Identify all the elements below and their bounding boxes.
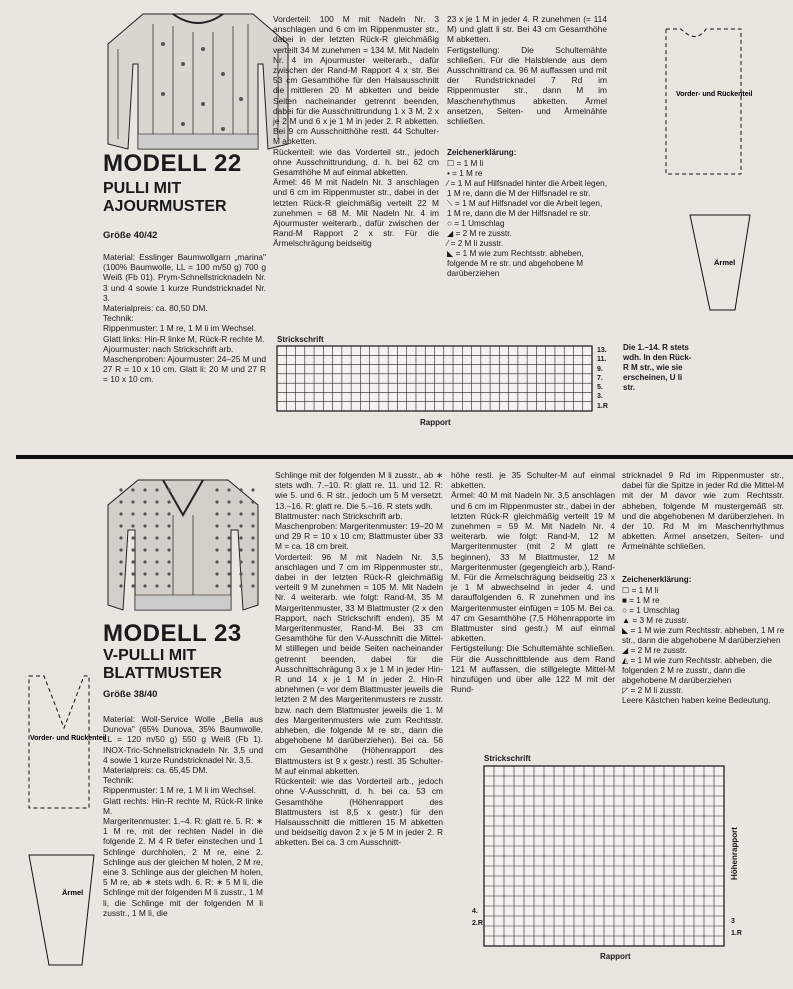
pattern-dot — [239, 572, 242, 575]
pattern-dot — [251, 488, 254, 491]
legend-item: ◭ = 1 M wie zum Rechtsstr. abheben, die folgenden 2 M re zusstr., dann die abgehobene M darüberziehen — [622, 656, 772, 685]
pattern-dot — [239, 560, 242, 563]
pattern-dot — [143, 536, 146, 539]
pattern-dot — [131, 500, 134, 503]
model-22-title: MODELL 22 — [103, 150, 242, 177]
pattern-dot — [155, 536, 158, 539]
model-23-subtitle-2: BLATTMUSTER — [103, 665, 222, 682]
legend-item: ☐ = 1 M li — [447, 159, 484, 168]
legend-item: ○ = 1 Umschlag — [622, 606, 680, 615]
k2tog-icon: ◢ — [447, 229, 456, 238]
legend-item: ◢ = 2 M re zusstr. — [447, 229, 512, 238]
pattern-dot — [167, 524, 170, 527]
pattern-dot — [215, 548, 218, 551]
sweater-illustration-22 — [103, 4, 293, 154]
legend-item: ◸ = 2 M li zusstr. — [622, 686, 684, 695]
yarn-over-icon: ○ — [622, 606, 630, 615]
pattern-dot — [251, 560, 254, 563]
legend-item: • = 1 M re — [447, 169, 483, 178]
pattern-dot — [167, 584, 170, 587]
pattern-dot — [155, 584, 158, 587]
model-22-chart-note: Die 1.–14. R stets wdh. In den Rück-R M str., wie sie erscheinen, U li str. — [623, 343, 692, 392]
pattern-dot — [227, 488, 230, 491]
svg-text:Ärmel: Ärmel — [62, 888, 84, 897]
pattern-dot — [119, 560, 122, 563]
pattern-dot — [119, 584, 122, 587]
pattern-dot — [239, 548, 242, 551]
skp-icon: ◣ — [622, 626, 631, 635]
skp-icon: ◣ — [447, 249, 456, 258]
model-22-sleeve-schematic — [670, 210, 770, 330]
pattern-dot — [143, 572, 146, 575]
legend-item: ⁄ = 1 M auf Hilfsnadel hinter die Arbeit legen, 1 M re, dann die M der Hilfsnadel re str. — [447, 179, 607, 198]
pattern-dot — [131, 488, 134, 491]
pattern-dot — [215, 524, 218, 527]
pattern-dot — [167, 548, 170, 551]
pattern-dot — [119, 548, 122, 551]
pattern-dot — [239, 512, 242, 515]
pattern-dot — [251, 584, 254, 587]
purl-symbol-icon: ☐ — [622, 586, 632, 595]
pattern-dot — [239, 500, 242, 503]
legend-note: Leere Kästchen haben keine Bedeutung. — [622, 696, 771, 705]
legend-item: ⟍ = 1 M auf Hilfsnadel vor die Arbeit legen, 1 M re, dann die M der Hilfsnadel re str. — [447, 199, 603, 218]
pattern-dot — [119, 536, 122, 539]
pattern-dot — [239, 488, 242, 491]
pattern-dot — [251, 512, 254, 515]
pattern-dot — [131, 572, 134, 575]
model-22-row-labels: 13. 11. 9. 7. 5. 3. 1.R — [597, 347, 608, 410]
pattern-dot — [155, 488, 158, 491]
k2tog-icon: ◢ — [622, 646, 631, 655]
svg-text:Vorder- und Rückenteil: Vorder- und Rückenteil — [30, 735, 107, 742]
model-22-legend — [447, 159, 609, 279]
pattern-dot — [155, 560, 158, 563]
legend-item: ○ = 1 Umschlag — [447, 219, 505, 228]
model-22-legend-title: Zeichenerklärung: — [447, 148, 517, 157]
pattern-dot — [215, 536, 218, 539]
model-22-rapport-label: Rapport — [420, 418, 451, 427]
yarn-over-icon: ○ — [447, 219, 455, 228]
pattern-dot — [143, 584, 146, 587]
model-22-instructions-col3: 23 x je 1 M in jeder 4. R zunehmen (= 114 M) und glatt li str. Bei 43 cm Gesamthöhe M abketten. Fertigstellung: Die Schulternähte schließen. Für die Halsblende aus dem Ausschnittrand ca. 96 M auffassen und mit der Rundstricknadel 7 Rd im Rippenmuster str., dann M im Maschenrhythmus abketten. Ärmel ansetzen, Seiten- und Ärmelnähte schließen. — [447, 14, 607, 127]
pattern-dot — [227, 572, 230, 575]
legend-item: ▲ = 3 M re zusstr. — [622, 616, 689, 625]
pattern-dot — [251, 500, 254, 503]
pattern-dot — [131, 584, 134, 587]
pattern-dot — [227, 524, 230, 527]
section-divider — [16, 455, 793, 459]
pattern-dot — [155, 500, 158, 503]
model-22-subtitle-1: PULLI MIT — [103, 180, 182, 197]
pattern-dot — [119, 488, 122, 491]
pattern-dot — [119, 572, 122, 575]
pattern-dot — [239, 584, 242, 587]
legend-item: ◣ = 1 M wie zum Rechtsstr. abheben, 1 M re str., dann die abgehobene M darüberziehen — [622, 626, 785, 645]
pattern-dot — [251, 536, 254, 539]
model-23-size: Größe 38/40 — [103, 689, 158, 700]
cross-left-icon: ⁄ — [447, 179, 451, 188]
model-23-chart-title: Strickschrift — [484, 754, 531, 763]
model-23-knitting-chart — [484, 766, 729, 951]
pattern-dot — [227, 560, 230, 563]
sweater-illustration-23 — [103, 470, 263, 620]
pattern-dot — [215, 560, 218, 563]
pattern-dot — [131, 524, 134, 527]
legend-item: ◣ = 1 M wie zum Rechtsstr. abheben, folgende M re str. und abgehobene M darüberziehen — [447, 249, 584, 278]
pattern-dot — [131, 512, 134, 515]
model-22-instructions-col2: Vorderteil: 100 M mit Nadeln Nr. 3 anschlagen und 6 cm im Rippenmuster str., dabei in der letzten Rück-R gleichmäßig verteilt 34 M zunehmen = 134 M. Mit Nadeln Nr. 4 im Ajourmuster weiterarb., dafür zwischen der Rand-M Rapport 4 x str. Bei 53 cm Gesamthöhe für den Halsausschnitt die mittleren 20 M abketten und beide Seiten nacheinander getrennt beenden, dabei für die Ausschnittrundung 1 x 3 M, 2 x je 2 M und 6 x je 1 M in jeder 2. R abketten. Bei 9 cm Ausschnitthöhe restl. 44 Schulter-M abketten. Rückenteil: wie das Vorderteil str., jedoch ohne Ausschnittrundung, d. h. bei 62 cm Gesamthöhe M auf einmal abketten. Ärmel: 46 M mit Nadeln Nr. 3 anschlagen und 6 cm im Rippenmuster str., dabei in der letzten Rück-R gleichmäßig verteilt 22 M zunehmen = 68 M. Mit Nadeln Nr. 4 im Ajourmuster weiterarb., dafür zwischen der Rand-M Rapport 2 x str. Für die Ärmelschrägung beidseitig — [273, 14, 439, 249]
pattern-dot — [167, 536, 170, 539]
model-23-sleeve-schematic — [4, 850, 99, 980]
model-22-knitting-chart — [277, 346, 597, 416]
pattern-dot — [119, 524, 122, 527]
pattern-dot — [167, 572, 170, 575]
pattern-dot — [227, 584, 230, 587]
pattern-dot — [215, 488, 218, 491]
pattern-dot — [215, 512, 218, 515]
model-23-rapport-label: Rapport — [600, 952, 631, 961]
model-23-subtitle-1: V-PULLI MIT — [103, 647, 197, 664]
model-22-body-schematic — [646, 14, 766, 189]
legend-item: ⁄ = 2 M li zusstr. — [447, 239, 504, 248]
pattern-dot — [251, 572, 254, 575]
knit-symbol-icon: ■ — [622, 596, 630, 605]
pattern-dot — [155, 524, 158, 527]
model-23-instructions-col1: Material: Woll-Service Wolle „Bella aus Dunova" (65% Dunova, 35% Baumwolle, LL = 120 m/50 g) 550 g Weiß (Fb 1). INOX-Tric-Schnellstricknadeln Nr. 3,5 und 4 sowie 1 kurze Rundstricknadel Nr. 3,5. Materialpreis: ca. 65,45 DM. Technik: Rippenmuster: 1 M re, 1 M li im Wechsel. Glatt rechts: Hin-R rechte M, Rück-R linke M. Margeritenmuster: 1.–4. R: glatt re. 5. R: ∗ 1 M re, mit der rechten Nadel in die folgende 2. M 4 R tiefer einstechen und 1 Schlinge durchholen, 2 M re, eine 2. Schlinge aus der gleichen M holen, 2 M re, eine 3. Schlinge aus der gleichen M holen, 5 M re, ab ∗ stets wdh. 6. R: ∗ 5 M li, die Schlinge mit der folgenden M li zusstr., 1 M li, die Schlinge mit der folgenden M li zusstr., 1 M li, die — [103, 714, 263, 918]
p2tog-icon: ◸ — [622, 686, 631, 695]
model-22-subtitle-2: AJOURMUSTER — [103, 198, 227, 215]
k3tog-icon: ▲ — [622, 616, 633, 625]
pattern-dot — [239, 536, 242, 539]
pattern-dot — [143, 500, 146, 503]
cross-right-icon: ⟍ — [447, 199, 456, 208]
pattern-dot — [143, 560, 146, 563]
model-23-instructions-col2: Schlinge mit der folgenden M li zusstr., ab ∗ stets wdh. 7.–10. R: glatt re. 11. und 12. R: wie 5. und 6. R str., jedoch um 5 M versetzt. 13.–16. R: glatt re. Die 5.–16. R stets wdh. Blattmuster: nach Strickschrift arb. Maschenproben: Margeritenmuster: 19–20 M und 29 R = 10 x 10 cm; Blattmuster über 33 M = ca. 18 cm breit. Vorderteil: 96 M mit Nadeln Nr. 3,5 anschlagen und 7 cm im Rippenmuster str., dabei in der letzten Rück-R gleichmäßig verteilt 9 M zunehmen = 105 M. Mit Nadeln Nr. 4 weiterarb. wie folgt: Rand-M, 35 M Margeritenmuster, 33 M Blattmuster (2 x den Rapport, nach Strickschrift enden), 35 M Margeritenmuster, Rand-M. Bei 33 cm Gesamthöhe für den V-Ausschnitt die Mittel-M stilllegen und beide Seiten nacheinander getrennt beenden, dabei für die Ausschnittschrägung 3 x je 1 M in jeder Hin-R und 14 x je 1 M in jeder 2. Hin-R abnehmen (= vor dem Blattmuster jeweils die letzten 2 M des Margeritenmusters re zusstr. bzw. nach dem Blattmuster jeweils die 1. M des Margeritenmusters wie zum Rechtsstr. abheben, die folgende M re str., dann die abgehobene M darüberziehen). Bei ca. 56 cm Gesamthöhe (Höhenrapport des Blattmusters ist 9 x gestr.) restl. 35 Schulter-M auf einmal abketten. Rückenteil: wie das Vorderteil arb., jedoch ohne V-Ausschnitt, d. h. bei ca. 53 cm Gesamthöhe (Höhenrapport des Blattmusters ist 8,5 x gestr.) für den Halsausschnitt die mittleren 15 M abketten und beidseitig davon 2 x je 5 M in jeder 2. R abketten. Bei ca. 3 cm Ausschnitt- — [275, 470, 443, 848]
pattern-dot — [227, 512, 230, 515]
model-22-chart-title: Strickschrift — [277, 335, 324, 344]
pattern-dot — [131, 536, 134, 539]
pattern-dot — [239, 524, 242, 527]
p2tog-icon: ⁄ — [447, 239, 451, 248]
model-23-hoehenrapport-label: Höhenrapport — [730, 827, 739, 880]
pattern-dot — [143, 548, 146, 551]
pattern-dot — [251, 524, 254, 527]
pattern-dot — [167, 500, 170, 503]
legend-item: ☐ = 1 M li — [622, 586, 659, 595]
model-23-body-schematic — [4, 668, 107, 823]
model-22-instructions-col1: Material: Esslinger Baumwollgarn „marina" (100% Baumwolle, LL = 100 m/50 g) 700 g Weiß (Fb 01). Prym-Schnellstricknadeln Nr. 3 und 4 sowie 1 kurze Rundstricknadel Nr. 3. Materialpreis: ca. 80,50 DM. Technik: Rippenmuster: 1 M re, 1 M li im Wechsel. Glatt links: Hin-R linke M, Rück-R rechte M. Ajourmuster: nach Strickschrift arb. Maschenproben: Ajourmuster: 24–25 M und 27 R = 10 x 10 cm. Glatt li: 20 M und 27 R = 10 x 10 cm. — [103, 252, 266, 385]
model-23-legend — [622, 586, 786, 706]
pattern-dot — [251, 548, 254, 551]
model-23-row-labels-right: 3 1.R — [731, 918, 742, 937]
model-23-instructions-col4: stricknadel 9 Rd im Rippenmuster str., dabei für die Spitze in jeder Rd die Mittel-M mit der M davor wie zum Rechtsstr. abheben, folgende M mustergemäß str. und die abgehobenen M darüberziehen. In der 10. Rd M im Maschenrhythmus abketten. Ärmel ansetzen, Seiten- und Ärmelnähte schließen. — [622, 470, 784, 552]
pattern-dot — [215, 500, 218, 503]
pattern-dot — [227, 548, 230, 551]
pattern-dot — [167, 560, 170, 563]
pattern-dot — [215, 584, 218, 587]
pattern-dot — [119, 512, 122, 515]
pattern-dot — [167, 512, 170, 515]
model-23-row-labels: 4. 2.R — [472, 908, 483, 927]
pattern-dot — [167, 488, 170, 491]
model-23-legend-title: Zeichenerklärung: — [622, 575, 692, 584]
pattern-dot — [155, 572, 158, 575]
pattern-dot — [227, 500, 230, 503]
pattern-dot — [143, 488, 146, 491]
pattern-dot — [143, 512, 146, 515]
pattern-dot — [227, 536, 230, 539]
pattern-dot — [131, 548, 134, 551]
pattern-dot — [143, 524, 146, 527]
legend-item: ■ = 1 M re — [622, 596, 660, 605]
legend-item: ◢ = 2 M re zusstr. — [622, 646, 687, 655]
knit-symbol-icon: • — [447, 169, 453, 178]
pattern-dot — [155, 512, 158, 515]
model-23-instructions-col3: höhe restl. je 35 Schulter-M auf einmal abketten. Ärmel: 40 M mit Nadeln Nr. 3,5 anschlagen und 6 cm im Rippenmuster str., dabei in der letzten Rück-R gleichmäßig verteilt 19 M zunehmen = 59 M. Mit Nadeln Nr. 4 weiterarb. wie folgt: Rand-M, 12 M Margeritenmuster (mit 2 M glatt re beginnen), 33 M Blattmuster, 12 M Margeritenmuster (gegengleich arb.), Rand-M. Für die Ärmelschrägung beidseitig 23 x je 1 M abwechselnd in jeder 4. und darauffolgenden 6. R zunehmen und ins Margeritenmuster einfügen = 105 M. Bei ca. 47 cm Gesamthöhe (7,5 Höhenrapporte im Blattmuster sind gestr.) M auf einmal abketten. Fertigstellung: Die Schulternähte schließen. Für die Ausschnittblende aus dem Rand 121 M auffassen, die stillgelegte Mittel-M hinzufügen und über alle 122 M mit der Rund- — [451, 470, 615, 695]
sk2p-icon: ◭ — [622, 656, 631, 665]
purl-symbol-icon: ☐ — [447, 159, 457, 168]
svg-text:Ärmel: Ärmel — [714, 258, 736, 267]
model-22-size: Größe 40/42 — [103, 230, 158, 241]
pattern-dot — [215, 572, 218, 575]
pattern-dot — [155, 548, 158, 551]
pattern-dot — [131, 560, 134, 563]
pattern-dot — [119, 500, 122, 503]
model-23-title: MODELL 23 — [103, 620, 242, 647]
svg-text:Vorder- und Rückenteil: Vorder- und Rückenteil — [676, 91, 753, 98]
